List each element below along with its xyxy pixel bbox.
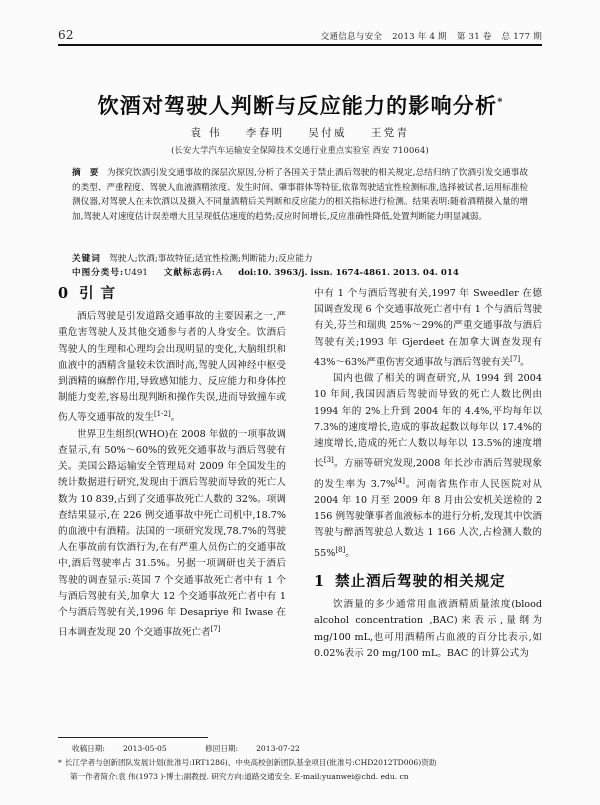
document-code-label: 文献标志码: xyxy=(163,268,216,278)
column-right xyxy=(314,286,542,662)
author-2: 李春明 xyxy=(245,127,285,139)
article-title xyxy=(0,90,600,120)
footnote-block xyxy=(58,742,544,783)
author-3: 吴付威 xyxy=(308,127,347,139)
section-number-0: 0 xyxy=(58,285,70,302)
paragraph-intro-3: 中有 1 个与酒后驾驶有关,1997 年 Sweedler 在德国调查发现 6 个交通事故死亡者中有 1 个与酒后驾驶有关,芬兰和瑞典 25%～29%的严重交通事故与酒后驾驶有关;1993 年 Gjerdeet 在加拿大调查发现有 43%～63%严重伤害交通事故与酒后驾驶有关[7]。 xyxy=(314,288,542,368)
paragraph-intro-3-text: 中有 1 个与酒后驾驶有关,1997 年 Sweedler 在德国调查发现 6 个交通事故死亡者中有 1 个与酒后驾驶有关,芬兰和瑞典 25%～29%的严重交通事故与酒后驾驶有关;1993 年 Gjerdeet 在加拿大调查发现有 43%～63%严重伤害交通事故与酒后驾驶有关 xyxy=(314,288,542,368)
journal-volume: 第 31 卷 xyxy=(456,32,492,42)
reference-mark-4: [3] xyxy=(323,456,334,465)
paragraph-intro-4c: 。河南省焦作市人民医院对从 2004 年 10 月至 2009 年 8 月由公安机关送检的 2 156 例驾驶肇事者血液标本的进行分析,发现其中饮酒驾驶与醉酒驾驶总人数达 1 166 人次,占检测人数的 55% xyxy=(314,478,542,559)
reference-mark-2: [7] xyxy=(210,625,221,634)
author-4: 王党青 xyxy=(370,127,410,139)
section-heading-0 xyxy=(58,286,286,302)
page-number: 62 xyxy=(58,28,74,42)
bio-label: 第一作者简介: xyxy=(70,771,119,781)
clc-value: U491 xyxy=(124,268,148,278)
keywords-line xyxy=(72,252,528,266)
abstract-text: 为探究饮酒引发交通事故的深层次原因,分析了各国关于禁止酒后驾驶的相关规定,总结归纳了饮酒引发交通事故的类型、严重程度、驾驶人血液酒精浓度、发生时间、肇事群体等特征,依靠驾驶适宜性检测标准,选择被试者,运用标准检测仪器,对驾驶人在未饮酒以及摄入不同量酒精后关判断和反应能力的相关指标进行检测。结果表明:随着酒精摄入量的增加,驾驶人对速度估计误差增大且呈现低估速度的趋势;反应时间增长,反应准确性降低,处置判断能力明显减弱。 xyxy=(72,168,528,222)
received-date xyxy=(72,744,185,753)
paragraph-intro-2 xyxy=(58,427,286,642)
abstract-label: 摘 要 xyxy=(72,168,102,178)
paragraph-intro-4: 国内也做了相关的调查研究,从 1994 到 2004 10 年间,我国因酒后驾驶而导致的死亡人数比例由 1994 年的 2%上升到 2004 年的 4.4%,平均每年以 7.3%的速度增长,造成的事故起数以每年以 17.4%的速度增长,造成的死亡人数以每年以 13.5%的速度增长[3]。方丽等研究发现,2008 年长沙市酒后驾驶现象的发生率为 3.7%[4]。河南省焦作市人民医院对从 2004 年 10 月至 2009 年 8 月由公安机关送检的 2 156 例驾驶肇事者血液标本的进行分析,发现其中饮酒驾驶与醉酒驾驶总人数达 1 166 人次,占检测人数的 55%[8]。 xyxy=(314,373,542,559)
paragraph-section1-1-text: 饮酒量的多少通常用血液酒精质量浓度(blood alcohol concentration ,BAC)来表示,量纲为 mg/100 mL,也可用酒精所占血液的百分比表示,如 0.02%表示 20 mg/100 mL。BAC 的计算公式为 xyxy=(314,599,542,659)
author-affiliation: (长安大学汽车运输安全保障技术交通行业重点实验室 西安 710064) xyxy=(171,145,429,155)
section-heading-1 xyxy=(314,574,542,590)
reference-mark-1: [1-2] xyxy=(153,410,171,419)
revised-value: 2013-07-22 xyxy=(256,744,300,753)
journal-serial: 总 177 期 xyxy=(501,32,542,42)
received-value: 2013-05-05 xyxy=(122,744,167,753)
document-code-value: A xyxy=(215,268,223,278)
keywords-label: 关键词 xyxy=(72,254,101,264)
journal-name: 交通信息与安全 xyxy=(320,32,383,42)
author-list xyxy=(0,125,600,140)
paragraph-intro-1-text: 酒后驾驶是引发道路交通事故的主要因素之一,严重危害驾驶人及其他交通参与者的人身安全。饮酒后驾驶人的生理和心理均会出现明显的变化,大脑组织和血液中的酒精含量较未饮酒时高,驾驶人因神经中枢受到酒精的麻醉作用,导致感知能力、反应能力和身体控制能力变差,容易出现判断和操作失误,进而导致撞车或伤人等交通事故的发生 xyxy=(58,311,286,424)
footnote-author-bio xyxy=(58,770,544,783)
reference-mark-5: [4] xyxy=(395,476,405,485)
section-title-1: 禁止酒后驾驶的相关规定 xyxy=(335,573,506,590)
revised-label: 修回日期: xyxy=(205,744,239,753)
journal-info xyxy=(314,30,542,42)
funding-text: 长江学者与创新团队发展计划(批准号:IRT1286)、中央高校创新团队基金项目(批准号:CHD2012TD006)资助 xyxy=(64,758,437,768)
journal-issue-year: 2013 年 4 期 xyxy=(392,32,447,42)
paragraph-intro-2-text: 世界卫生组织(WHO)在 2008 年做的一项事故调查显示,有 50%～60%的致死交通事故与酒后驾驶有关。美国公路运输安全管理局对 2009 年全国发生的统计数据进行研究,发现由于酒后驾驶而导致的死亡人数为 10 839,占到了交通事故死亡人数的 32%。项调查结果显示,在 226 例交通事故中死亡司机中,18.7%的血液中有酒精。法国的一项研究发现,78.7%的驾驶人在事故前有饮酒行为,在有严重人员伤亡的交通事故中,酒后驾驶率占 31.5%。另据一项调研也关于酒后驾驶的调查显示:英国 7 个交通事故死亡者中有 1 个与酒后驾驶有关,加拿大 12 个交通事故死亡者中有 1 个与酒后驾驶有关,1996 年 Desapriye 和 Iwase 在日本调查发现 20 个交通事故死亡者 xyxy=(58,428,286,639)
reference-mark-3: [7] xyxy=(510,354,521,363)
footnote-dates xyxy=(58,742,544,755)
footnote-rule xyxy=(58,737,208,738)
footnote-funding xyxy=(58,756,544,769)
revised-date xyxy=(205,744,318,753)
bio-text: 袁 伟(1973 )-博士;副教授. 研究方向:道路交通安全. E-mail:yuanwei@chd. edu. cn xyxy=(118,771,409,781)
header-rule xyxy=(58,44,542,46)
received-label: 收稿日期: xyxy=(72,744,105,753)
author-1: 袁 伟 xyxy=(190,127,223,139)
section-number-1: 1 xyxy=(314,573,326,590)
abstract-block xyxy=(72,166,528,224)
keywords-text: 驾驶人;饮酒;事故特征;适宜性检测;判断能力;反应能力 xyxy=(109,254,313,264)
doi-value: doi:10. 3963/j. issn. 1674-4861. 2013. 04. 014 xyxy=(238,268,459,278)
reference-mark-6: [8] xyxy=(335,545,346,554)
section-title-0: 引 言 xyxy=(79,285,117,302)
column-left xyxy=(58,286,286,642)
abstract-paragraph xyxy=(72,166,528,224)
clc-label: 中图分类号: xyxy=(72,268,125,278)
paragraph-intro-4-text: 国内也做了相关的调查研究,从 1994 到 2004 10 年间,我国因酒后驾驶而导致的死亡人数比例由 1994 年的 2%上升到 2004 年的 4.4%,平均每年以 7.3%的速度增长,造成的事故起数以每年以 17.4%的速度增长,造成的死亡人数以每年以 13.5%的速度增长 xyxy=(314,373,542,470)
funding-mark: * xyxy=(58,758,62,768)
paragraph-intro-4b: 。方丽等研究发现,2008 年长沙市酒后驾驶现象的发生率为 3.7% xyxy=(314,458,542,490)
paragraph-section1-1 xyxy=(314,597,542,662)
title-footnote-mark: * xyxy=(497,97,503,109)
article-title-text: 饮酒对驾驶人判断与反应能力的影响分析 xyxy=(97,93,498,119)
classification-line xyxy=(72,266,528,280)
running-head xyxy=(58,28,542,42)
paragraph-intro-1: 酒后驾驶是引发道路交通事故的主要因素之一,严重危害驾驶人及其他交通参与者的人身安全。饮酒后驾驶人的生理和心理均会出现明显的变化,大脑组织和血液中的酒精含量较未饮酒时高,驾驶人因神经中枢受到酒精的麻醉作用,导致感知能力、反应能力和身体控制能力变差,容易出现判断和操作失误,进而导致撞车或伤人等交通事故的发生[1-2]。 xyxy=(58,311,286,424)
